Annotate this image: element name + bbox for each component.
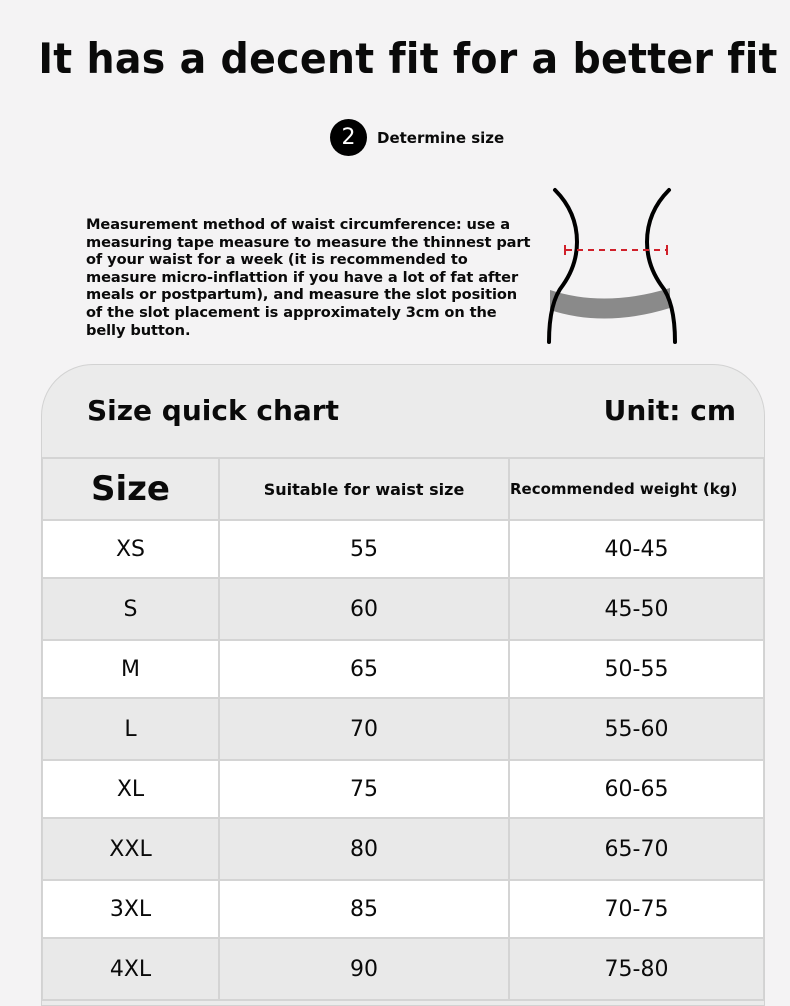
table-row: [42, 640, 764, 698]
table-row: [42, 880, 764, 938]
table-row: [42, 578, 764, 640]
cell-weight: 40-45: [509, 520, 764, 578]
cell-weight: 60-65: [509, 760, 764, 818]
table-row: [42, 818, 764, 880]
cell-waist: 80: [219, 818, 509, 880]
size-chart-title: Size quick chart: [87, 394, 339, 427]
cell-size: S: [42, 578, 219, 640]
table-row: [42, 520, 764, 578]
table-header-row: [42, 458, 764, 520]
page-title: It has a decent fit for a better fit: [38, 34, 778, 83]
table-row: [42, 760, 764, 818]
cell-weight: 70-75: [509, 880, 764, 938]
size-chart-unit: Unit: cm: [603, 394, 736, 427]
cell-size: XXL: [42, 818, 219, 880]
cell-size: XS: [42, 520, 219, 578]
step-label: Determine size: [377, 128, 505, 147]
cell-weight: 65-70: [509, 818, 764, 880]
cell-weight: 75-80: [509, 938, 764, 1000]
size-chart-card: [41, 364, 765, 1006]
table-row: [42, 698, 764, 760]
step-number-badge: 2: [330, 119, 367, 156]
step-indicator: [330, 119, 504, 156]
cell-waist: 60: [219, 578, 509, 640]
cell-size: 3XL: [42, 880, 219, 938]
waist-measurement-icon: [535, 180, 695, 350]
cell-size: 4XL: [42, 938, 219, 1000]
cell-weight: 50-55: [509, 640, 764, 698]
cell-waist: 70: [219, 698, 509, 760]
cell-waist: 55: [219, 520, 509, 578]
cell-size: M: [42, 640, 219, 698]
table-row: [42, 938, 764, 1000]
belt-shape: [550, 288, 670, 319]
cell-waist: 90: [219, 938, 509, 1000]
size-chart-header: [42, 365, 764, 457]
cell-waist: 65: [219, 640, 509, 698]
cell-size: L: [42, 698, 219, 760]
cell-size: XL: [42, 760, 219, 818]
measurement-description: Measurement method of waist circumference: use a measuring tape measure to measure the thinnest part of your waist for a week (it is recommended to measure micro-inflattion if you have a lot of fat after meals or postpartum), and measure the slot position of the slot placement is approximately 3cm on the belly button.: [86, 216, 531, 339]
column-header-size: Size: [42, 458, 219, 520]
cell-weight: 55-60: [509, 698, 764, 760]
cell-weight: 45-50: [509, 578, 764, 640]
column-header-waist: Suitable for waist size: [219, 458, 509, 520]
cell-waist: 75: [219, 760, 509, 818]
size-table: [41, 457, 765, 1001]
column-header-weight: Recommended weight (kg): [509, 458, 764, 520]
cell-waist: 85: [219, 880, 509, 938]
